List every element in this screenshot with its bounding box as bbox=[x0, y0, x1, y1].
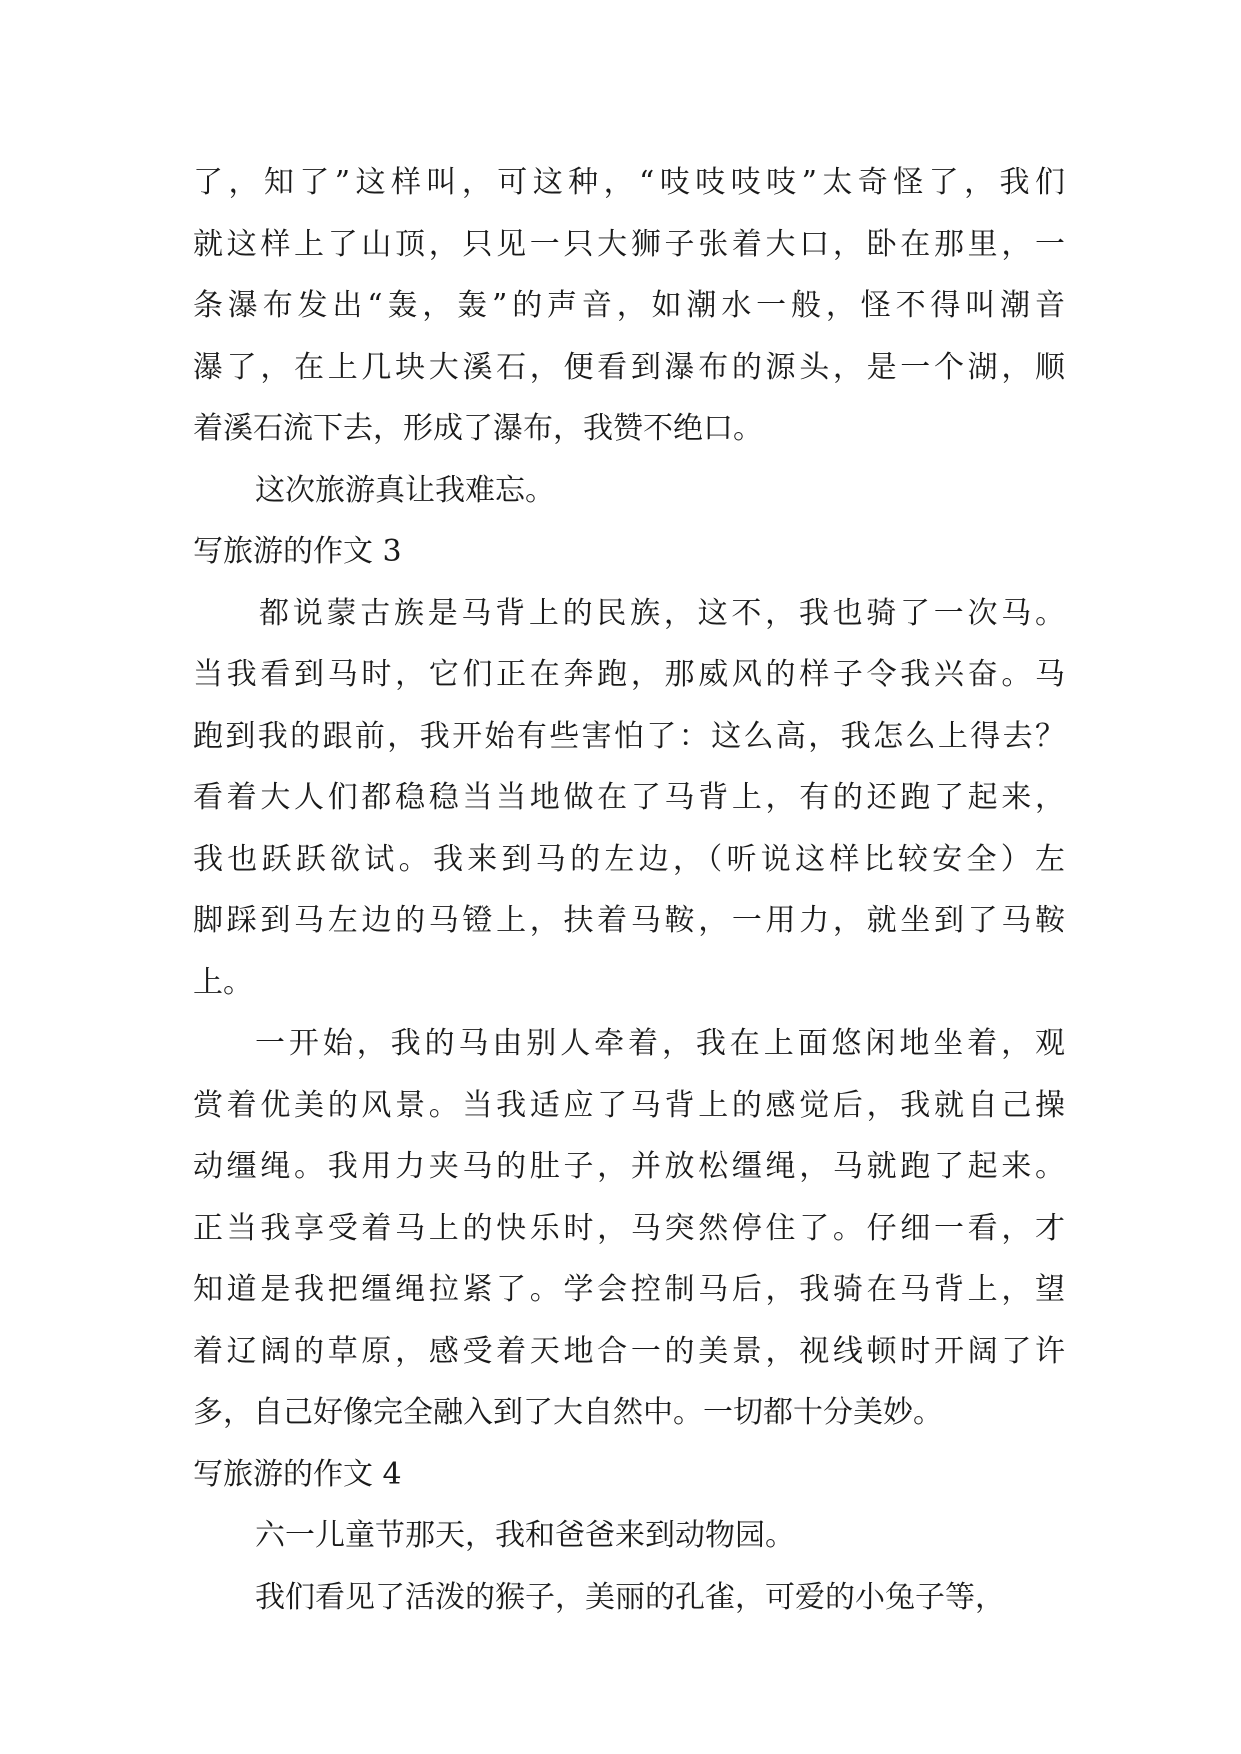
essay-body bbox=[193, 152, 1065, 1628]
section-heading-4: 写旅游的作文 4 bbox=[193, 1456, 402, 1492]
text-line: 我也跃跃欲试。我来到马的左边，（听说这样比较安全）左 bbox=[193, 841, 1065, 877]
text-line: 我们看见了活泼的猴子，美丽的孔雀，可爱的小兔子等， bbox=[255, 1579, 1005, 1615]
paragraph-4 bbox=[193, 1013, 1065, 1444]
text-line: 知道是我把缰绳拉紧了。学会控制马后，我骑在马背上，望 bbox=[193, 1272, 1065, 1307]
text-line: 都说蒙古族是马背上的民族，这不，我也骑了一次马。 bbox=[259, 595, 1065, 631]
text-line: 上。 bbox=[193, 964, 253, 1000]
text-line: 正当我享受着马上的快乐时，马突然停住了。仔细一看，才 bbox=[193, 1210, 1065, 1246]
text-line: 一开始，我的马由别人牵着，我在上面悠闲地坐着，观 bbox=[255, 1026, 1065, 1061]
paragraph-1 bbox=[193, 152, 1065, 460]
text-line: 脚踩到马左边的马镫上，扶着马鞍，一用力，就坐到了马鞍 bbox=[193, 903, 1065, 938]
text-line: 赏着优美的风景。当我适应了马背上的感觉后，我就自己操 bbox=[193, 1087, 1065, 1123]
text-line: 着辽阔的草原，感受着天地合一的美景，视线顿时开阔了许 bbox=[193, 1333, 1065, 1369]
paragraph-3 bbox=[193, 583, 1065, 1014]
text-line: 条瀑布发出“轰，轰”的声音，如潮水一般，怪不得叫潮音 bbox=[193, 288, 1065, 323]
text-line: 多，自己好像完全融入到了大自然中。一切都十分美妙。 bbox=[193, 1395, 943, 1430]
text-line: 就这样上了山顶，只见一只大狮子张着大口，卧在那里，一 bbox=[193, 226, 1065, 262]
text-line: 动缰绳。我用力夹马的肚子，并放松缰绳，马就跑了起来。 bbox=[193, 1149, 1065, 1184]
text-line: 跑到我的跟前，我开始有些害怕了：这么高，我怎么上得去？ bbox=[193, 718, 1065, 754]
text-line: 当我看到马时，它们正在奔跑，那威风的样子令我兴奋。马 bbox=[193, 657, 1065, 692]
text-line: 这次旅游真让我难忘。 bbox=[255, 472, 555, 508]
section-heading-3: 写旅游的作文 3 bbox=[193, 534, 402, 569]
text-line: 六一儿童节那天，我和爸爸来到动物园。 bbox=[255, 1518, 795, 1553]
text-line: 看着大人们都稳稳当当地做在了马背上，有的还跑了起来， bbox=[193, 780, 1065, 815]
paragraph-5 bbox=[193, 1505, 1065, 1567]
text-line: 了，知了”这样叫，可这种，“吱吱吱吱”太奇怪了，我们 bbox=[193, 165, 1065, 200]
paragraph-6 bbox=[193, 1567, 1065, 1629]
text-line: 着溪石流下去，形成了瀑布，我赞不绝口。 bbox=[193, 411, 763, 446]
text-line: 瀑了，在上几块大溪石，便看到瀑布的源头，是一个湖，顺 bbox=[193, 349, 1065, 385]
paragraph-2 bbox=[193, 460, 1065, 522]
